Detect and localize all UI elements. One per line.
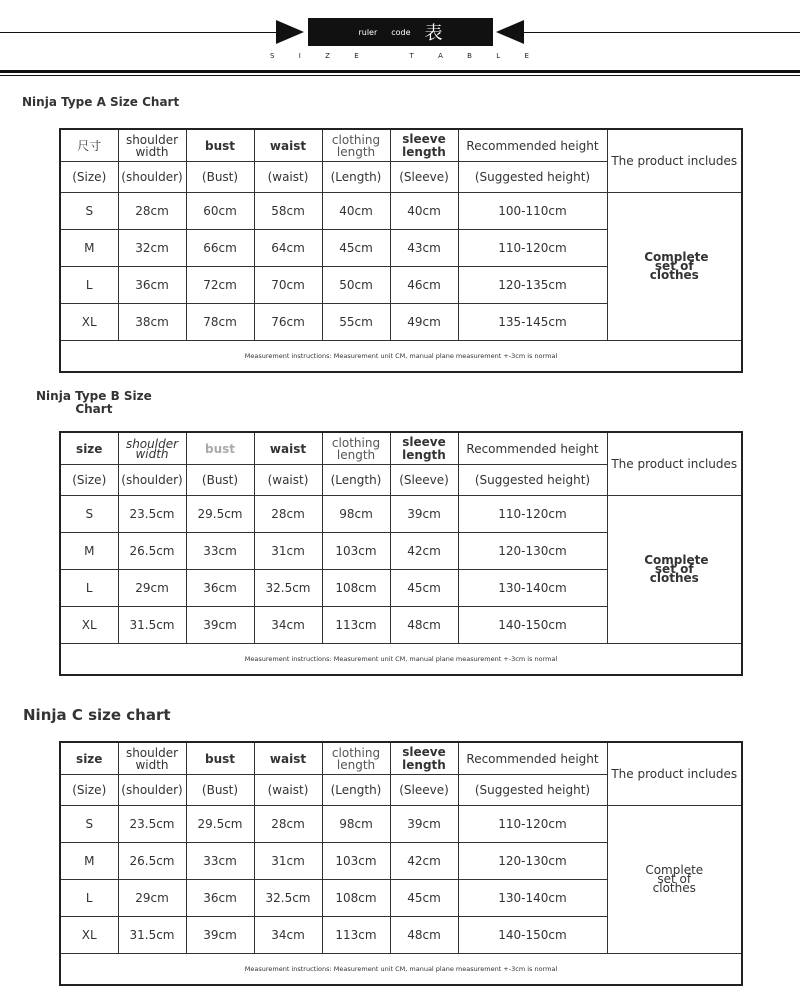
header-length: clothing length bbox=[322, 742, 390, 775]
table-cell: 120-130cm bbox=[458, 533, 607, 570]
header-rule-thick bbox=[0, 70, 800, 73]
table-cell: 49cm bbox=[390, 304, 458, 341]
subheader-cell: (Size) bbox=[60, 162, 118, 193]
table-cell: 42cm bbox=[390, 843, 458, 880]
table-cell: 39cm bbox=[390, 496, 458, 533]
table-cell: 31.5cm bbox=[118, 917, 186, 954]
section-title-c: Ninja C size chart bbox=[23, 706, 171, 724]
table-cell: 31cm bbox=[254, 843, 322, 880]
table-cell: 48cm bbox=[390, 917, 458, 954]
measurement-note: Measurement instructions: Measurement unit CM, manual plane measurement +-3cm is normal bbox=[244, 964, 558, 973]
table-cell: 108cm bbox=[322, 880, 390, 917]
header-waist: waist bbox=[254, 129, 322, 162]
table-footer-row bbox=[60, 644, 742, 676]
subheader-cell: (Length) bbox=[322, 465, 390, 496]
header-waist: waist bbox=[254, 742, 322, 775]
table-cell: 33cm bbox=[186, 843, 254, 880]
table-cell: 135-145cm bbox=[458, 304, 607, 341]
table-cell: 38cm bbox=[118, 304, 186, 341]
table-cell: 29cm bbox=[118, 880, 186, 917]
header-arrow-left-icon bbox=[276, 20, 304, 44]
subheader-cell: (waist) bbox=[254, 465, 322, 496]
table-cell: 42cm bbox=[390, 533, 458, 570]
section-title-b-line2: Chart bbox=[75, 402, 113, 416]
subheader-cell: (Suggested height) bbox=[458, 465, 607, 496]
table-cell: 34cm bbox=[254, 917, 322, 954]
table-cell: 29.5cm bbox=[186, 496, 254, 533]
complete-set-label: Complete set of clothes bbox=[644, 250, 709, 282]
table-footer-row bbox=[60, 341, 742, 373]
table-cell: 40cm bbox=[390, 193, 458, 230]
table-header-row bbox=[60, 129, 742, 162]
header-letter: I bbox=[298, 52, 302, 60]
table-cell: 113cm bbox=[322, 607, 390, 644]
table-cell: S bbox=[60, 496, 118, 533]
subheader-cell: (waist) bbox=[254, 775, 322, 806]
table-cell: 130-140cm bbox=[458, 880, 607, 917]
table-cell: 43cm bbox=[390, 230, 458, 267]
table-cell: 78cm bbox=[186, 304, 254, 341]
section-title-b-line1: Ninja Type B Size bbox=[36, 389, 152, 403]
table-cell: 29cm bbox=[118, 570, 186, 607]
table-cell: 45cm bbox=[390, 570, 458, 607]
table-cell: 39cm bbox=[186, 607, 254, 644]
header-title-box bbox=[308, 18, 493, 46]
table-cell: M bbox=[60, 230, 118, 267]
subheader-cell: (Bust) bbox=[186, 465, 254, 496]
subheader-cell: (Suggested height) bbox=[458, 162, 607, 193]
table-footer-row bbox=[60, 954, 742, 986]
header-size: 尺寸 bbox=[60, 129, 118, 162]
table-cell: 140-150cm bbox=[458, 607, 607, 644]
table-cell: 120-135cm bbox=[458, 267, 607, 304]
table-cell: 98cm bbox=[322, 496, 390, 533]
table-cell: 100-110cm bbox=[458, 193, 607, 230]
size-table-b bbox=[59, 431, 743, 676]
header-bust: bust bbox=[186, 432, 254, 465]
table-cell: 39cm bbox=[390, 806, 458, 843]
header-shoulder: shoulder width bbox=[118, 432, 186, 465]
header-includes: The product includes bbox=[607, 432, 742, 496]
table-cell: 110-120cm bbox=[458, 496, 607, 533]
measurement-note-cell bbox=[60, 341, 742, 373]
table-cell: 46cm bbox=[390, 267, 458, 304]
table-cell: 45cm bbox=[390, 880, 458, 917]
table-cell: 39cm bbox=[186, 917, 254, 954]
complete-set-cell bbox=[607, 193, 742, 341]
header-height: Recommended height bbox=[458, 742, 607, 775]
table-cell: 60cm bbox=[186, 193, 254, 230]
header-letter: B bbox=[467, 52, 473, 60]
table-cell: L bbox=[60, 570, 118, 607]
table-cell: XL bbox=[60, 607, 118, 644]
measurement-note-cell bbox=[60, 644, 742, 676]
table-cell: 45cm bbox=[322, 230, 390, 267]
table-cell: 34cm bbox=[254, 607, 322, 644]
table-cell: 28cm bbox=[254, 806, 322, 843]
subheader-cell: (shoulder) bbox=[118, 775, 186, 806]
subheader-cell: (Length) bbox=[322, 775, 390, 806]
table-cell: 29.5cm bbox=[186, 806, 254, 843]
table-cell: 28cm bbox=[118, 193, 186, 230]
table-row bbox=[60, 496, 742, 533]
table-cell: 28cm bbox=[254, 496, 322, 533]
header-word-code: code bbox=[391, 27, 411, 37]
header-letter: E bbox=[524, 52, 530, 60]
header-sleeve: sleeve length bbox=[390, 432, 458, 465]
header-sleeve: sleeve length bbox=[390, 129, 458, 162]
table-cell: 110-120cm bbox=[458, 230, 607, 267]
measurement-note: Measurement instructions: Measurement unit CM, manual plane measurement +-3cm is normal bbox=[244, 351, 558, 360]
table-cell: 113cm bbox=[322, 917, 390, 954]
table-cell: 32cm bbox=[118, 230, 186, 267]
subheader-cell: (Sleeve) bbox=[390, 775, 458, 806]
table-cell: 50cm bbox=[322, 267, 390, 304]
table-cell: 58cm bbox=[254, 193, 322, 230]
table-cell: S bbox=[60, 193, 118, 230]
header-line-right bbox=[524, 32, 800, 33]
table-cell: L bbox=[60, 880, 118, 917]
table-cell: 33cm bbox=[186, 533, 254, 570]
subheader-cell: (Sleeve) bbox=[390, 162, 458, 193]
header-letter: S bbox=[270, 52, 276, 60]
measurement-note-cell bbox=[60, 954, 742, 986]
table-cell: 26.5cm bbox=[118, 533, 186, 570]
header-waist: waist bbox=[254, 432, 322, 465]
table-row bbox=[60, 193, 742, 230]
header-letter: A bbox=[438, 52, 444, 60]
table-cell: 103cm bbox=[322, 843, 390, 880]
subheader-cell: (Suggested height) bbox=[458, 775, 607, 806]
complete-set-cell bbox=[607, 806, 742, 954]
subheader-cell: (waist) bbox=[254, 162, 322, 193]
table-cell: XL bbox=[60, 304, 118, 341]
table-cell: 130-140cm bbox=[458, 570, 607, 607]
table-cell: 66cm bbox=[186, 230, 254, 267]
table-cell: 140-150cm bbox=[458, 917, 607, 954]
header-letter: L bbox=[496, 52, 502, 60]
subheader-cell: (shoulder) bbox=[118, 465, 186, 496]
header-shoulder: shoulder width bbox=[118, 742, 186, 775]
header-shoulder: shoulder width bbox=[118, 129, 186, 162]
size-table-c bbox=[59, 741, 743, 986]
header-word-ruler: ruler bbox=[358, 27, 378, 37]
table-cell: 31cm bbox=[254, 533, 322, 570]
table-cell: M bbox=[60, 843, 118, 880]
header-length: clothing length bbox=[322, 129, 390, 162]
table-cell: 76cm bbox=[254, 304, 322, 341]
table-header-row bbox=[60, 742, 742, 775]
header-size: size bbox=[60, 432, 118, 465]
table-cell: S bbox=[60, 806, 118, 843]
table-cell: 70cm bbox=[254, 267, 322, 304]
header-includes: The product includes bbox=[607, 129, 742, 193]
table-cell: 108cm bbox=[322, 570, 390, 607]
subheader-cell: (Size) bbox=[60, 775, 118, 806]
page-header bbox=[0, 0, 800, 80]
header-letter: E bbox=[354, 52, 360, 60]
complete-set-cell bbox=[607, 496, 742, 644]
header-letter bbox=[383, 52, 386, 60]
header-letter: Z bbox=[325, 52, 331, 60]
header-letter: T bbox=[409, 52, 415, 60]
header-size: size bbox=[60, 742, 118, 775]
table-cell: 32.5cm bbox=[254, 570, 322, 607]
header-sleeve: sleeve length bbox=[390, 742, 458, 775]
table-cell: 36cm bbox=[118, 267, 186, 304]
table-cell: 98cm bbox=[322, 806, 390, 843]
table-cell: 64cm bbox=[254, 230, 322, 267]
header-bust: bust bbox=[186, 742, 254, 775]
table-cell: 40cm bbox=[322, 193, 390, 230]
header-height: Recommended height bbox=[458, 129, 607, 162]
header-includes: The product includes bbox=[607, 742, 742, 806]
table-cell: 55cm bbox=[322, 304, 390, 341]
measurement-note: Measurement instructions: Measurement unit CM, manual plane measurement +-3cm is normal bbox=[244, 654, 558, 663]
table-cell: 23.5cm bbox=[118, 496, 186, 533]
subheader-cell: (shoulder) bbox=[118, 162, 186, 193]
table-cell: 48cm bbox=[390, 607, 458, 644]
table-cell: 72cm bbox=[186, 267, 254, 304]
table-cell: XL bbox=[60, 917, 118, 954]
subheader-cell: (Sleeve) bbox=[390, 465, 458, 496]
complete-set-label: Complete set of clothes bbox=[644, 553, 709, 585]
section-title-b bbox=[36, 390, 152, 416]
header-height: Recommended height bbox=[458, 432, 607, 465]
header-word-table: 表 bbox=[424, 23, 443, 44]
complete-set-label: Complete set of clothes bbox=[645, 863, 704, 895]
header-length: clothing length bbox=[322, 432, 390, 465]
subheader-cell: (Length) bbox=[322, 162, 390, 193]
subheader-cell: (Size) bbox=[60, 465, 118, 496]
table-cell: 120-130cm bbox=[458, 843, 607, 880]
table-cell: 26.5cm bbox=[118, 843, 186, 880]
size-table-a bbox=[59, 128, 743, 373]
table-cell: 110-120cm bbox=[458, 806, 607, 843]
table-cell: 103cm bbox=[322, 533, 390, 570]
header-line-left bbox=[0, 32, 276, 33]
table-cell: 32.5cm bbox=[254, 880, 322, 917]
table-cell: 36cm bbox=[186, 880, 254, 917]
table-cell: 31.5cm bbox=[118, 607, 186, 644]
section-title-a: Ninja Type A Size Chart bbox=[22, 95, 180, 109]
header-rule-thin bbox=[0, 75, 800, 76]
header-arrow-right-icon bbox=[496, 20, 524, 44]
table-row bbox=[60, 806, 742, 843]
header-subtitle bbox=[270, 52, 530, 60]
table-cell: M bbox=[60, 533, 118, 570]
subheader-cell: (Bust) bbox=[186, 162, 254, 193]
table-cell: L bbox=[60, 267, 118, 304]
subheader-cell: (Bust) bbox=[186, 775, 254, 806]
table-cell: 23.5cm bbox=[118, 806, 186, 843]
table-cell: 36cm bbox=[186, 570, 254, 607]
header-bust: bust bbox=[186, 129, 254, 162]
table-header-row bbox=[60, 432, 742, 465]
